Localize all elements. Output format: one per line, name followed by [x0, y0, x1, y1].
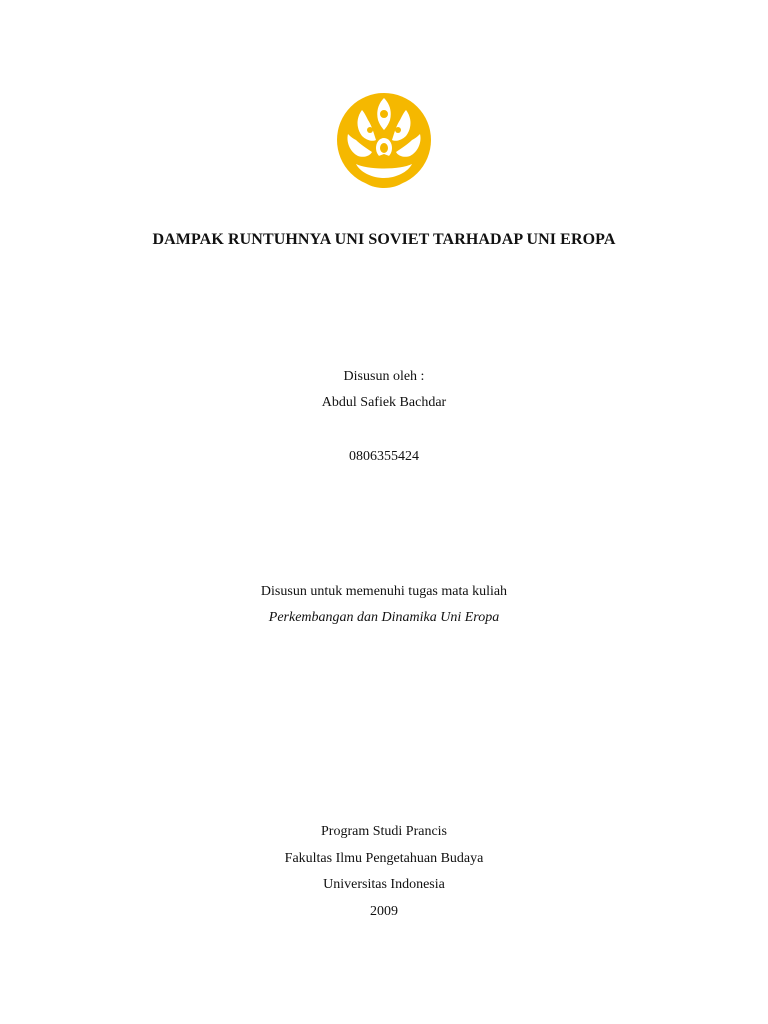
document-title: DAMPAK RUNTUHNYA UNI SOVIET TARHADAP UNI EROPA	[152, 231, 616, 248]
program-name: Program Studi Prancis	[321, 824, 447, 839]
faculty-name: Fakultas Ilmu Pengetahuan Budaya	[284, 851, 484, 866]
document-year: 2009	[370, 904, 398, 919]
student-id: 0806355424	[349, 449, 419, 464]
purpose-line: Disusun untuk memenuhi tugas mata kuliah	[260, 584, 508, 599]
university-logo-icon	[334, 90, 434, 192]
university-name: Universitas Indonesia	[323, 877, 445, 892]
author-name: Abdul Safiek Bachdar	[321, 395, 447, 410]
course-name: Perkembangan dan Dinamika Uni Eropa	[268, 610, 500, 625]
author-label: Disusun oleh :	[343, 369, 425, 384]
